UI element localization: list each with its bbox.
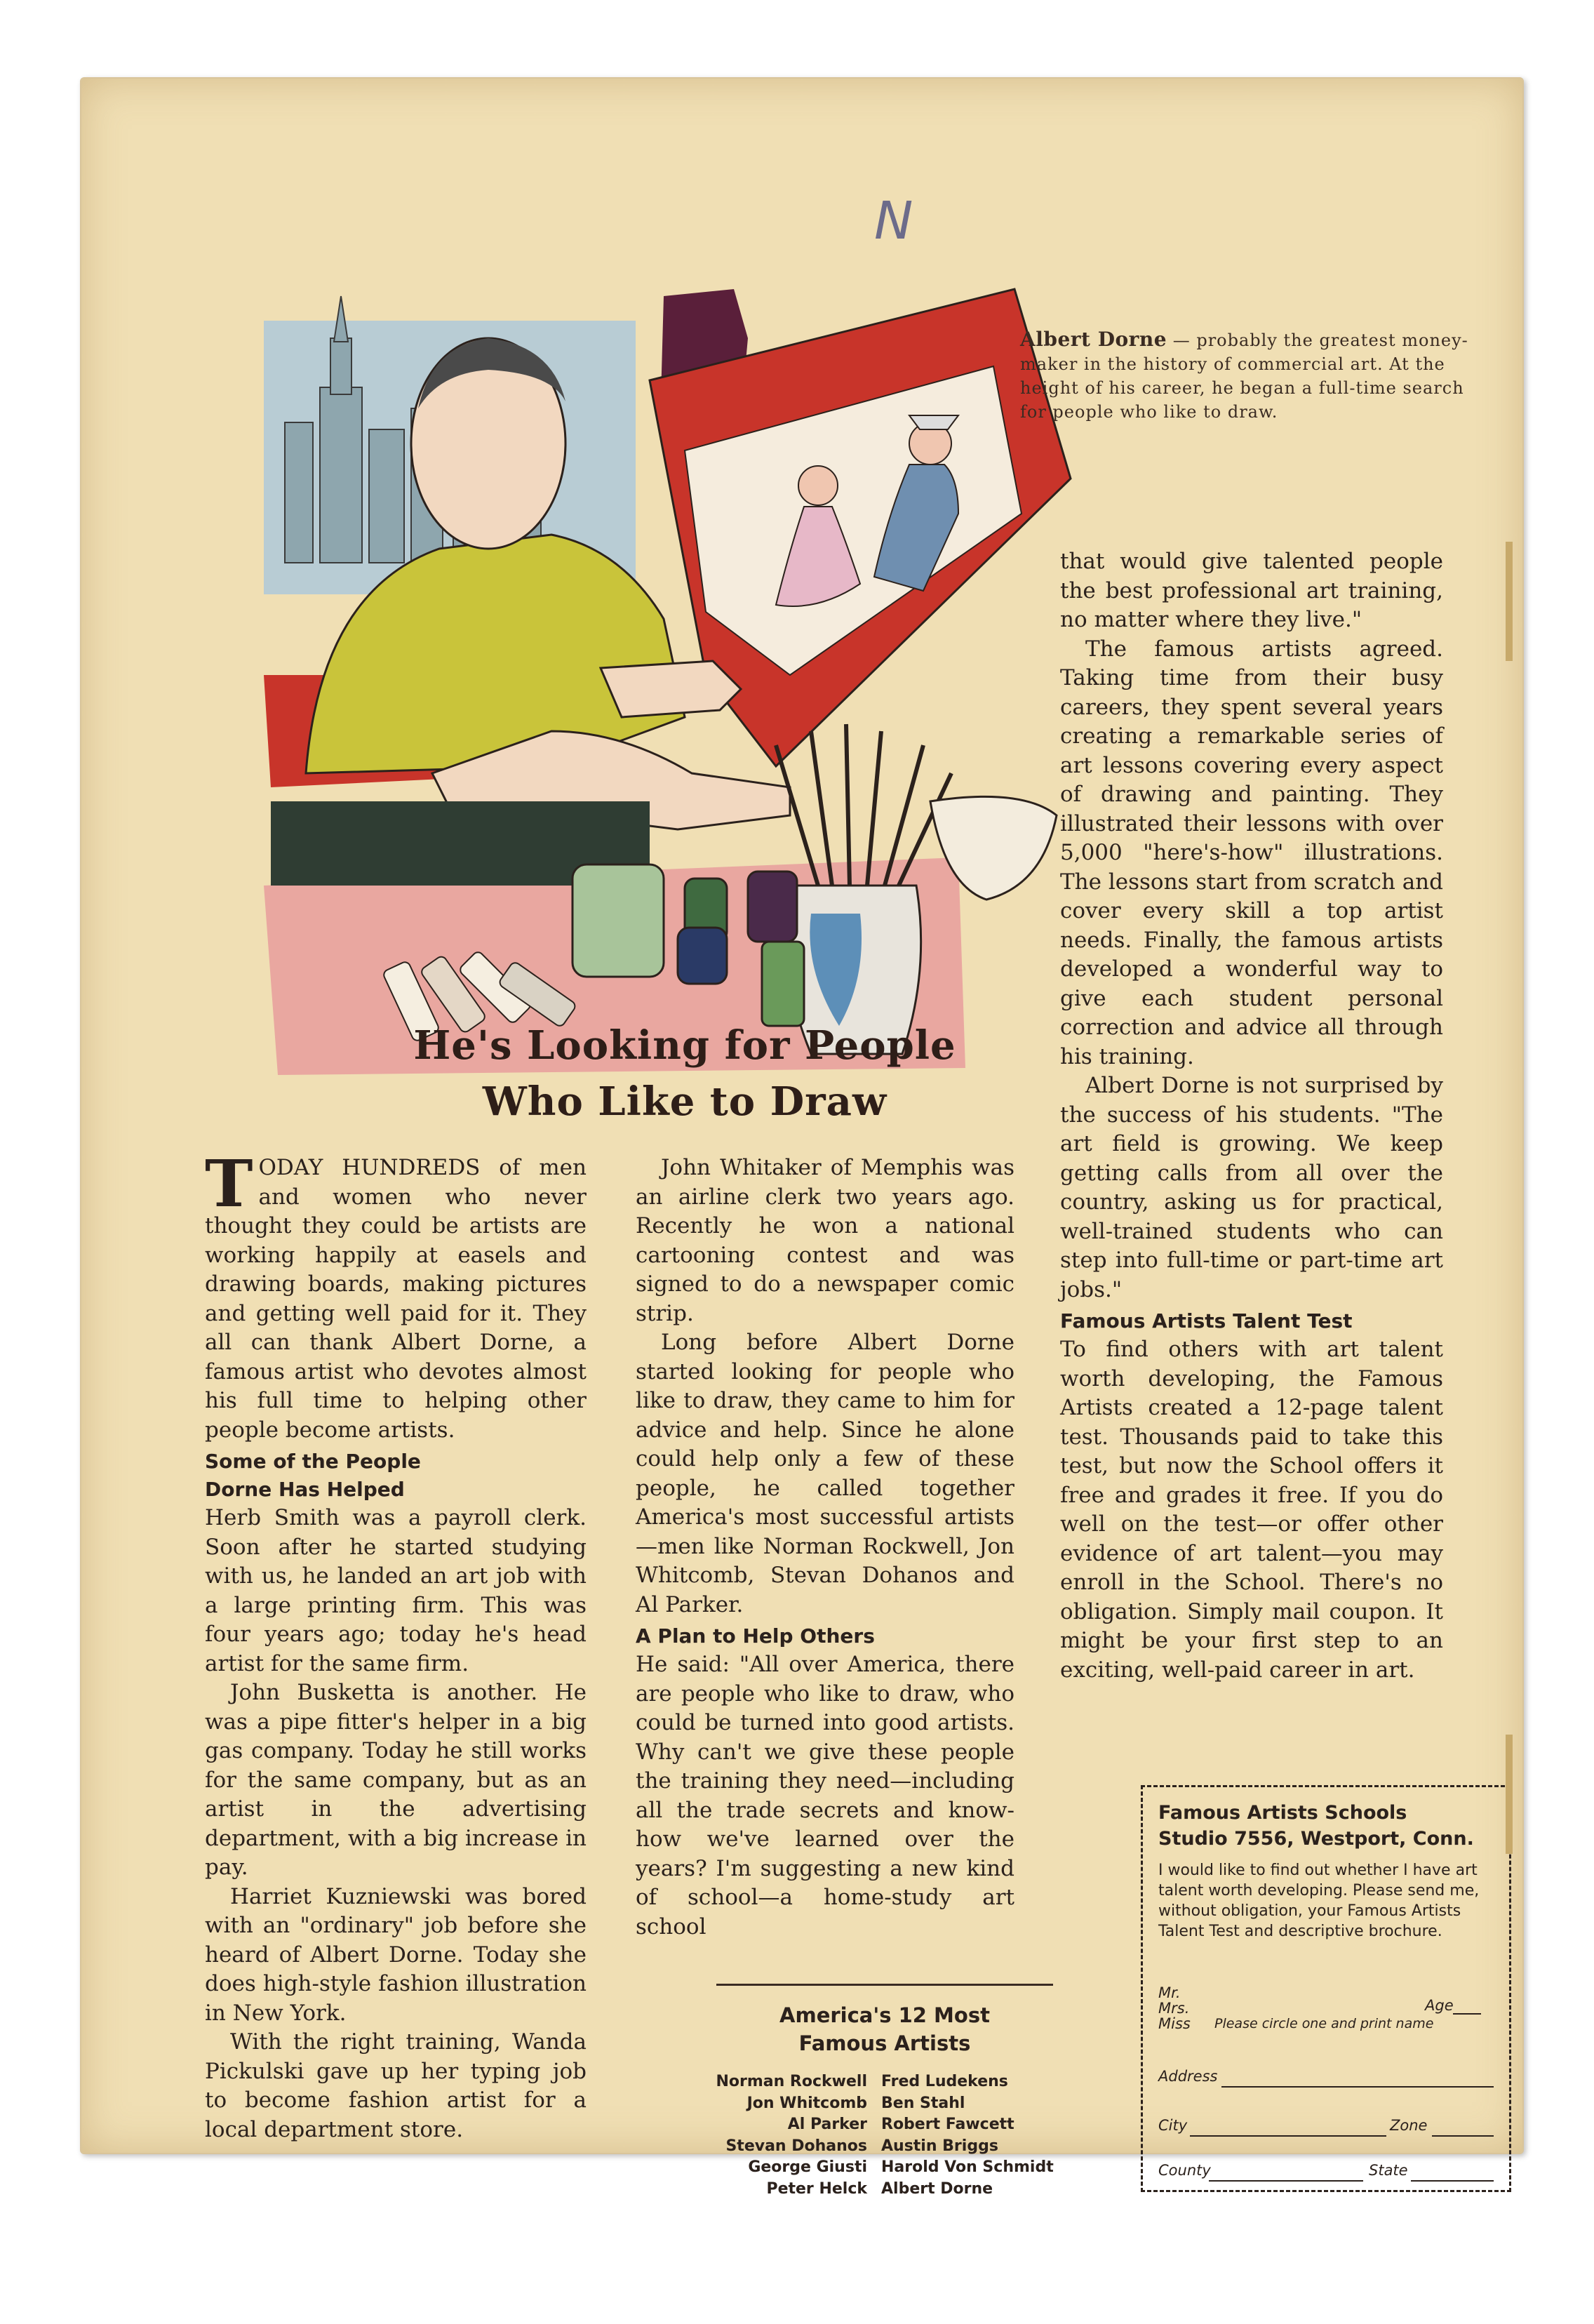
artists-box-title: [716, 2001, 1053, 2057]
col1-heading-2: Dorne Has Helped: [205, 1478, 405, 1501]
coupon-title-line-1: Famous Artists Schools: [1158, 1802, 1407, 1824]
article-column-1: [205, 1146, 587, 2144]
age-line[interactable]: [1453, 2013, 1481, 2015]
col2-paragraph-1: John Whitaker of Memphis was an airline clerk two years ago. Recently he won a national cartooning contest and was signed to do a newspaper comic strip.: [636, 1155, 1014, 1326]
circle-note: Please circle one and print name: [1214, 2016, 1434, 2031]
artist-name: Jon Whitcomb: [746, 2094, 867, 2112]
coupon-city-field[interactable]: [1158, 2117, 1494, 2134]
coupon-name-field[interactable]: [1158, 1985, 1494, 2031]
state-line[interactable]: [1411, 2180, 1494, 2182]
coupon-title-line-2: Studio 7556, Westport, Conn.: [1158, 1828, 1474, 1850]
artist-name: Peter Helck: [766, 2179, 867, 2198]
artist-name: Fred Ludekens: [881, 2073, 1008, 2090]
col1-p1-rest: of men and women who never thought they could be artists are working happily at easels and drawing boards, making pictures and getting well paid for it. They all can thank Albert Dorne, a famous artist who devotes almost his full time to helping other people become artists.: [205, 1155, 587, 1443]
artist-illustration: [257, 282, 1078, 1082]
mrs-label[interactable]: Mrs.: [1158, 2000, 1190, 2017]
col3-paragraph-2: The famous artists agreed. Taking time from their busy careers, they spent several years creating a remarkable series of art lessons covering every aspect of drawing and painting. They illustrated their lessons with over 5,000 "here's-how" illustrations. The lessons start from scratch and cover every skill a top artist needs. Finally, the famous artists developed a wonderful way to give each student personal correction and advice all through his training.: [1060, 636, 1443, 1069]
address-label: Address: [1158, 2068, 1218, 2085]
county-label: County: [1158, 2162, 1211, 2179]
caption-dash: —: [1167, 330, 1197, 350]
col2-paragraph-2: Long before Albert Dorne started looking for people who like to draw, they came to him for advice and help. Since he alone could help only a few of these people, he called together America's most successful artists —men like Norman Rockwell, Jon Whitcomb, Stevan Dohanos and Al Parker.: [636, 1330, 1014, 1617]
headline-line-1: He's Looking for People: [413, 1022, 956, 1069]
artist-name: Stevan Dohanos: [725, 2137, 867, 2155]
article-column-3: [1060, 547, 1443, 1685]
illustration-caption: [1020, 328, 1469, 424]
artists-right-column: [881, 2071, 1106, 2200]
lead-caps: ODAY HUNDREDS: [258, 1155, 481, 1180]
col2-paragraph-3: He said: "All over America, there are people who like to draw, who could be turned into good artists. Why can't we give these people the training they need—including all the trade secrets and know-how we've learned over the years? I'm suggesting a new kind of school—a home-study art school: [636, 1652, 1014, 1939]
col2-heading: A Plan to Help Others: [636, 1624, 875, 1648]
city-label: City: [1158, 2117, 1188, 2134]
col1-paragraph-4: Harriet Kuzniewski was bored with an "ordinary" job before she heard of Albert Dorne. Today she does high-style fashion illustration in New York.: [205, 1883, 587, 2026]
address-line[interactable]: [1221, 2086, 1494, 2088]
artists-box-rule: [716, 1984, 1053, 1986]
article-column-2: [636, 1154, 1014, 1942]
col3-paragraph-1: that would give talented people the best professional art training, no matter where they live.": [1060, 549, 1443, 632]
mr-label[interactable]: Mr.: [1158, 1984, 1181, 2001]
col3-paragraph-4: To find others with art talent worth developing, the Famous Artists created a 12-page talent test. Thousands paid to take this test, but now the School offers it free and grades it free. If you do well on the test—or offer other evidence of art talent—you may enroll in the School. There's no obligation. Simply mail coupon. It might be your first step to an exciting, well-paid career in art.: [1060, 1337, 1443, 1683]
coupon-address-field[interactable]: [1158, 2068, 1494, 2085]
mail-coupon: [1141, 1785, 1511, 2192]
staple-mark: [1506, 1735, 1513, 1854]
state-label: State: [1369, 2162, 1408, 2179]
dropcap: T: [205, 1146, 253, 1222]
pencil-mark: N: [874, 191, 913, 251]
caption-name: Albert Dorne: [1020, 328, 1167, 351]
col3-paragraph-3: Albert Dorne is not surprised by the success of his students. "The art field is growing. We keep getting calls from all over the country, asking us for practical, well-trained students who can step into full-time or part-time art jobs.": [1060, 1073, 1443, 1302]
staple-mark: [1506, 542, 1513, 661]
zone-line[interactable]: [1432, 2135, 1494, 2137]
miss-label[interactable]: Miss: [1158, 2015, 1191, 2032]
county-line[interactable]: [1209, 2180, 1363, 2182]
artist-name: Ben Stahl: [881, 2094, 965, 2112]
age-label: Age: [1425, 1997, 1454, 2014]
headline-line-2: Who Like to Draw: [482, 1078, 888, 1125]
col1-paragraph-2: Herb Smith was a payroll clerk. Soon after he started studying with us, he landed an art job with a large printing firm. This was four years ago; today he's head artist for the same firm.: [205, 1505, 587, 1676]
coupon-body: I would like to find out whether I have art talent worth developing. Please send me, without obligation, your Famous Artists Talent Test and descriptive brochure.: [1158, 1862, 1480, 1940]
artist-name: George Giusti: [748, 2158, 867, 2176]
artist-name: Harold Von Schmidt: [881, 2158, 1054, 2176]
col1-paragraph-1: [205, 1146, 587, 1445]
artists-left-column: [636, 2071, 867, 2200]
comic-back-cover-page: [80, 77, 1524, 2198]
artist-name: Robert Fawcett: [881, 2116, 1014, 2133]
zone-label: Zone: [1390, 2117, 1428, 2134]
col3-heading: Famous Artists Talent Test: [1060, 1309, 1353, 1333]
artists-title-line-2: Famous Artists: [798, 2031, 971, 2055]
artists-title-line-1: America's 12 Most: [779, 2003, 990, 2027]
col1-heading-1: Some of the People: [205, 1450, 421, 1473]
col1-paragraph-3: John Busketta is another. He was a pipe fitter's helper in a big gas company. Today he still works for the same company, but as an artist in the advertising department, with a big increase in pay.: [205, 1680, 587, 1880]
artist-name: Al Parker: [787, 2116, 867, 2133]
caption-text: probably the greatest money-maker in the history of commercial art. At the height of his career, he began a full-time search for people who like to draw.: [1020, 330, 1468, 422]
artist-name: Norman Rockwell: [716, 2073, 867, 2090]
coupon-county-field[interactable]: [1158, 2162, 1494, 2179]
artist-name: Albert Dorne: [881, 2179, 993, 2198]
artist-name: Austin Briggs: [881, 2137, 998, 2155]
city-line[interactable]: [1190, 2135, 1386, 2137]
col1-paragraph-5: With the right training, Wanda Pickulski gave up her typing job to become fashion artist for a local department store.: [205, 2029, 587, 2142]
